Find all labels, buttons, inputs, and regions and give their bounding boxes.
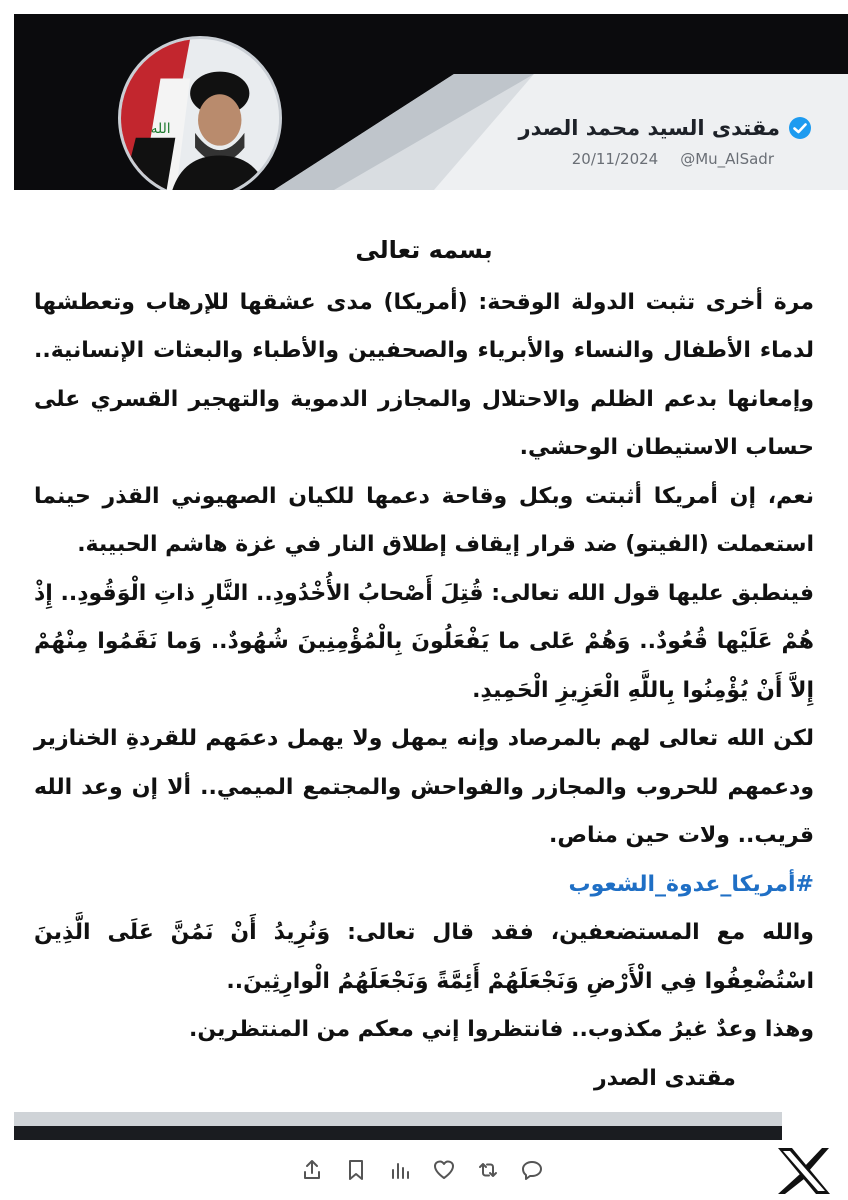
like-icon[interactable] xyxy=(432,1158,456,1182)
post-signature: مقتدى الصدر xyxy=(594,1065,736,1091)
bookmark-icon[interactable] xyxy=(344,1158,368,1182)
post-paragraph: لكن الله تعالى لهم بالمرصاد وإنه يمهل ولا يهمل دعمَهم للقردةِ الخنازير ودعمهم للحروب والمجازر والفواحش والمجتمع الميمي.. ألا إن وعد الله قريب.. ولات حين مناص. xyxy=(34,726,814,848)
reply-icon[interactable] xyxy=(520,1158,544,1182)
post-date: 20/11/2024 xyxy=(571,150,659,168)
share-icon[interactable] xyxy=(300,1158,324,1182)
post-paragraph: والله مع المستضعفين، فقد قال تعالى: وَنُرِيدُ أَنْ نَمُنَّ عَلَى الَّذِينَ اسْتُضْعِفُوا فِي الْأَرْضِ وَنَجْعَلَهُمْ أَئِمَّةً وَنَجْعَلَهُمُ الْوارِثِينَ.. xyxy=(34,920,814,994)
post-action-bar xyxy=(300,1158,544,1182)
x-logo-icon xyxy=(776,1146,832,1196)
post-paragraph: مرة أخرى تثبت الدولة الوقحة: (أمريكا) مدى عشقها للإرهاب وتعطشها لدماء الأطفال والنساء والأبرياء والصحفيين والأطباء والبعثات الإنسانية.. وإمعانها بدعم الظلم والاحتلال والمجازر الدموية والتهجير القسري على حساب الاستيطان الوحشي. xyxy=(34,289,814,460)
hashtag-link[interactable]: #أمريكا_عدوة_الشعوب xyxy=(568,871,814,897)
author-handle[interactable]: @Mu_AlSadr xyxy=(680,150,774,168)
post-meta xyxy=(572,150,774,168)
avatar[interactable] xyxy=(118,36,282,190)
post-paragraph: فينطبق عليها قول الله تعالى: قُتِلَ أَصْحابُ الأُخْدُودِ.. النَّارِ ذاتِ الْوَقُودِ.. إِذْ هُمْ عَلَيْها قُعُودٌ.. وَهُمْ عَلى ما يَفْعَلُونَ بِالْمُؤْمِنِينَ شُهُودٌ.. وَما نَقَمُوا مِنْهُمْ إِلاَّ أَنْ يُؤْمِنُوا بِاللَّهِ الْعَزِيزِ الْحَمِيدِ. xyxy=(34,580,814,703)
svg-text:الله: الله xyxy=(150,120,171,137)
avatar-portrait-icon xyxy=(121,39,279,190)
author-name-row xyxy=(519,116,813,140)
footer-dark-band xyxy=(14,1126,782,1140)
footer-accent-band xyxy=(14,1112,782,1126)
author-name[interactable]: مقتدى السيد محمد الصدر xyxy=(518,116,780,140)
post-body xyxy=(34,226,814,1103)
views-icon[interactable] xyxy=(388,1158,412,1182)
post-paragraph: وهذا وعدٌ غيرُ مكذوب.. فانتظروا إني معكم من المنتظرين. xyxy=(188,1017,814,1042)
post-paragraph: نعم، إن أمريكا أثبتت وبكل وقاحة دعمها للكيان الصهيوني القذر حينما استعملت (الفيتو) ضد قرار إيقاف إطلاق النار في غزة هاشم الحبيبة. xyxy=(34,483,814,557)
verified-badge-icon xyxy=(788,116,812,140)
repost-icon[interactable] xyxy=(476,1158,500,1182)
post-heading: بسمه تعالى xyxy=(355,236,493,264)
